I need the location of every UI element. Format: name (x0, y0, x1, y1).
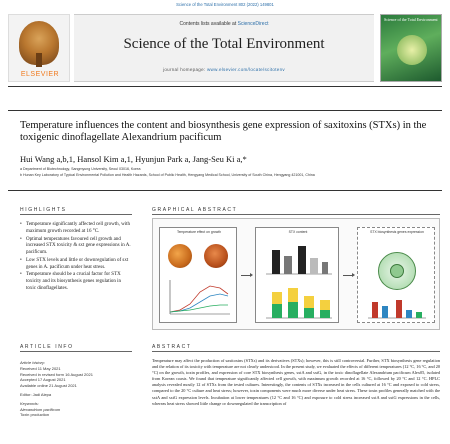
dinoflagellate-cell-image (168, 244, 192, 268)
homepage-link[interactable]: www.elsevier.com/locate/scitotenv (207, 67, 285, 72)
journal-header (8, 14, 442, 82)
cover-globe-icon (397, 35, 427, 65)
graphical-abstract-heading: GRAPHICAL ABSTRACT (152, 207, 238, 213)
keywords-label: Keywords: (20, 400, 39, 406)
nucleus-icon (390, 264, 404, 278)
keyword-item: Alexandrium pacificum (20, 406, 61, 412)
accepted-date: Accepted 17 August 2021 (20, 377, 66, 383)
keyword-item: Toxin production (20, 412, 50, 418)
highlight-item: • Optimal temperatures favoured cell growth and increased STX toxicity & sxt gene expressions in A. pacificum. (20, 237, 132, 257)
stx-bar-plot (262, 238, 334, 278)
highlight-item: • Low STX levels and little or downregulation of sxt genes in A. pacificum under heat stress. (20, 258, 132, 272)
affiliation-a: a Department of Biotechnology, Sangmyung University, Seoul 03016, Korea (20, 167, 141, 171)
abstract-rule (152, 351, 440, 352)
stx-panel-label: STX content (288, 230, 308, 234)
header-divider (8, 86, 442, 87)
abstract-text: Temperature may affect the production of saxitoxins (STXs) and its derivatives (STXs); however, this is still controversial. Further, STX biosynthesis gene regulation and the relation of its toxicity with temperature are not clearly understood. In the present study, we evaluated the effects of different temperatures (12 °C, 16 °C, and 20 °C) on the growth, toxin profiles, and expression of core STX biosynthesis genes, sxtA and sxtG, in the toxic dinoflagellate Alexandrium pacificum Alex05, isolated from Korean coasts. We found that temperature significantly affected cell growth, with maximum growth recorded at 16 °C, followed by 20 °C and 12 °C. HPLC analysis revealed mostly 12 of STXs from the tested cultures. Interestingly, the contents of STXs increased in the cells cultured at 16 °C and exposed to cold stress, compared to the 20 °C culture and heat stress; however, toxin components were much more diverse under heat stress. These toxin profiles generally matched with the sxtA and sxtG expression levels. Incubation at lower temperatures (12 °C and 16 °C) and exposure to cold stress increased sxtA and sxtG expressions in the cells, whereas heat stress showed little change or downregulated the transcription of (152, 358, 440, 406)
sciencedirect-link[interactable]: ScienceDirect (237, 21, 269, 27)
elsevier-logo[interactable] (8, 14, 70, 82)
dinoflagellate-cell-image (204, 244, 228, 268)
publisher-name: ELSEVIER (20, 71, 60, 78)
abstract-heading: ABSTRACT (152, 344, 192, 350)
affiliation-divider (8, 190, 442, 191)
journal-title: Science of the Total Environment (123, 36, 325, 52)
highlight-item: • Temperature should be a crucial factor for STX toxicity and its biosynthesis genes regulation in toxic dinoflagellates. (20, 272, 132, 292)
highlight-item: • Temperature significantly affected cell growth, with maximum growth recorded at 16 °C. (20, 222, 132, 236)
journal-cover-image[interactable] (380, 14, 442, 82)
article-info-rule (20, 351, 132, 352)
growth-curve-plot (166, 278, 232, 318)
graphical-abstract-rule (152, 214, 440, 215)
revised-date: Received in revised form 16 August 2021 (20, 371, 93, 377)
highlights-rule (20, 214, 132, 215)
flow-arrow-icon (343, 275, 353, 276)
received-date: Received 11 May 2021 (20, 365, 61, 371)
homepage-prefix: journal homepage: (163, 67, 206, 72)
author-list: Hui Wang a,b,1, Hansol Kim a,1, Hyunjun Park a, Jang-Seu Ki a,* (20, 154, 247, 164)
graphical-abstract-figure[interactable] (152, 218, 440, 330)
highlights-heading: HIGHLIGHTS (20, 207, 67, 213)
stx-stacked-bar-plot (262, 282, 334, 322)
article-info-heading: ARTICLE INFO (20, 344, 74, 350)
citation-line[interactable]: Science of the Total Environment 802 (2022) 149801 (176, 2, 274, 7)
contents-prefix: Contents lists available at (179, 21, 237, 27)
tree-trunk-icon (36, 53, 42, 67)
growth-panel (159, 227, 237, 323)
contents-line (74, 21, 374, 27)
article-info (20, 360, 132, 418)
journal-homepage (74, 67, 374, 72)
history-label: Article history: (20, 360, 46, 365)
gene-expression-panel (357, 227, 435, 323)
highlights-list (20, 222, 132, 294)
cover-title: Science of the Total Environment (384, 17, 438, 22)
journal-banner (74, 14, 374, 82)
article-title: Temperature influences the content and biosynthesis gene expression of saxitoxins (STXs) in the toxigenic dinoflagellate Alexandrium pacificum (20, 120, 427, 144)
flow-arrow-icon (241, 275, 251, 276)
expression-bar-plot (366, 294, 428, 320)
stx-content-panel (255, 227, 339, 323)
affiliation-b: b Hunan Key Laboratory of Typical Environmental Pollution and Health Hazards, School of Public Health, Hengyang Medical School, University of South China, Hengyang 421001, China (20, 173, 315, 177)
gene-panel-label: STX biosynthesis genes expression (370, 230, 424, 234)
growth-panel-label: Temperature effect on growth (176, 230, 222, 234)
online-date: Available online 21 August 2021 (20, 383, 77, 389)
editor-line: Editor: Jadi Alepa (20, 391, 52, 397)
title-top-divider (8, 110, 442, 111)
